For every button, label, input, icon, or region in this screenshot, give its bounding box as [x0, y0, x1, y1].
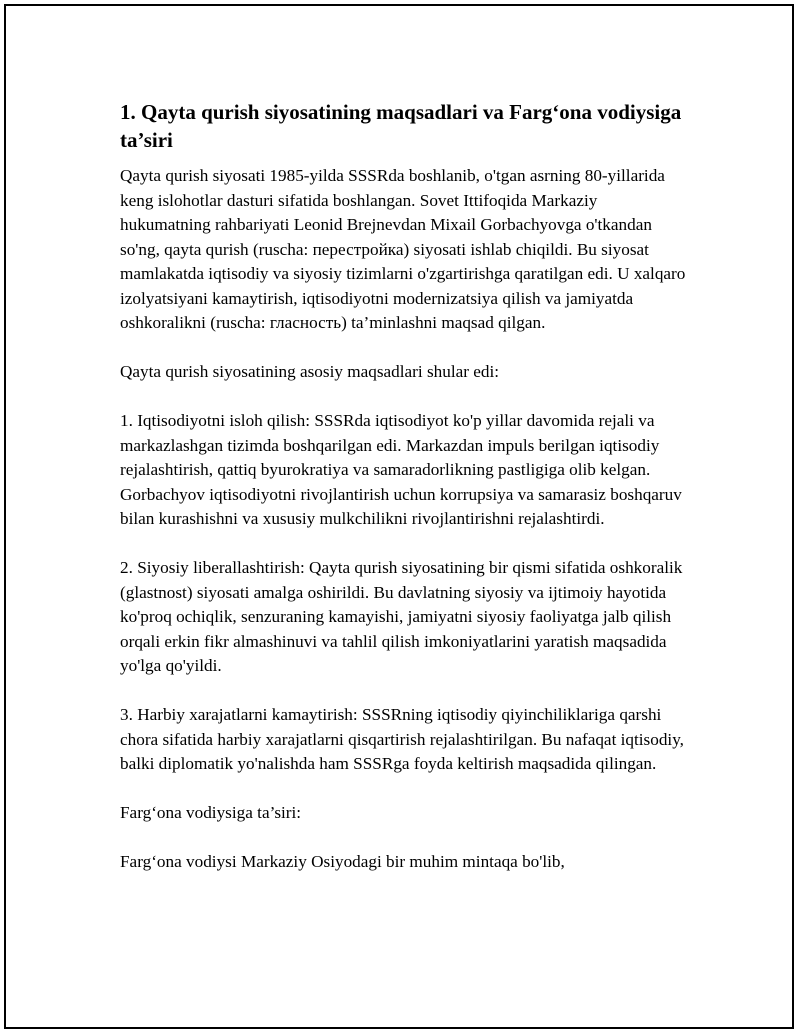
paragraph-goal-military: 3. Harbiy xarajatlarni kamaytirish: SSSRning iqtisodiy qiyinchiliklariga qarshi chora sifatida harbiy xarajatlarni qisqartirish rejalashtirilgan. Bu nafaqat iqtisodiy, balki diplomatik yo'nalishda ham SSSRga foyda keltirish maqsadida qilingan.: [120, 705, 684, 773]
paragraph-intro: Qayta qurish siyosati 1985-yilda SSSRda boshlanib, o'tgan asrning 80-yillarida keng islohotlar dasturi sifatida boshlangan. Sovet Ittifoqida Markaziy hukumatning rahbariyati Leonid Brejnevdan Mixail Gorbachyovga o'tkandan so'ng, qayta qurish (ruscha: перестройка) siyosati ishlab chiqildi. Bu siyosat mamlakatda iqtisodiy va siyosiy tizimlarni o'zgartirishga qaratilgan edi. U xalqaro izolyatsiyani kamaytirish, iqtisodiyotni modernizatsiya qilish va jamiyatda oshkoralikni (ruscha: гласность) ta’minlashni maqsad qilgan.: [120, 166, 686, 332]
paragraph-goal-politics: 2. Siyosiy liberallashtirish: Qayta qurish siyosatining bir qismi sifatida oshkoralik (glastnost) siyosati amalga oshirildi. Bu davlatning siyosiy va ijtimoiy hayotida ko'proq ochiqlik, senzuraning kamayishi, jamiyatni siyosiy faoliyatga jalb qilish orqali erkin fikr almashinuvi va tahlil qilish imkoniyatlarini yaratish maqsadida yo'lga qo'yildi.: [120, 558, 683, 675]
paragraph-goal-economy: 1. Iqtisodiyotni isloh qilish: SSSRda iqtisodiyot ko'p yillar davomida rejali va markazlashgan tizimda boshqarilgan edi. Markazdan impuls berilgan iqtisodiy rejalashtirish, qattiq byurokratiya va samaradorlikning pastligiga olib kelgan. Gorbachyov iqtisodiyotni rivojlantirish uchun korrupsiya va samarasiz boshqaruv bilan kurashishni va xususiy mulkchilikni rivojlantirishni rejalashtirdi.: [120, 411, 682, 528]
document-body: [120, 98, 690, 899]
paragraph-fergana-heading: Farg‘ona vodiysiga ta’siri:: [120, 803, 302, 822]
section-heading: 1. Qayta qurish siyosatining maqsadlari va Farg‘ona vodiysiga ta’siri: [120, 100, 682, 152]
paragraph-goals-intro: Qayta qurish siyosatining asosiy maqsadlari shular edi:: [120, 362, 500, 381]
page-frame: [4, 4, 794, 1029]
paragraph-fergana-text: Farg‘ona vodiysi Markaziy Osiyodagi bir muhim mintaqa bo'lib,: [120, 852, 565, 871]
